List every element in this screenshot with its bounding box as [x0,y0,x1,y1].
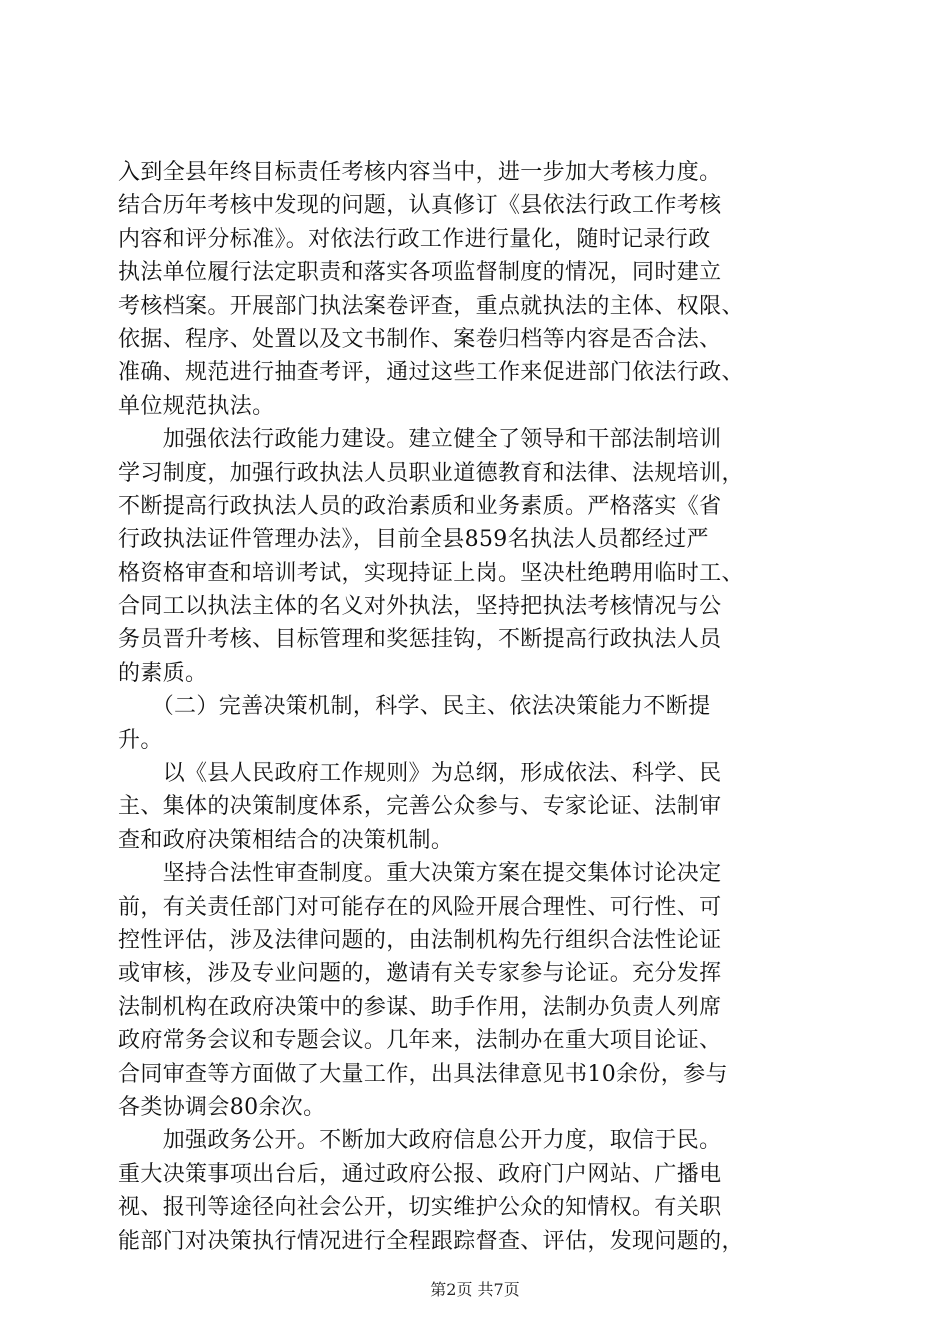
text-line: 合同审查等方面做了大量工作，出具法律意见书10余份，参与 [118,1061,728,1087]
text-line: 行政执法证件管理办法》，目前全县859名执法人员都经过严 [118,527,709,553]
text-line: 不断提高行政执法人员的政治素质和业务素质。严格落实《省 [118,493,722,519]
text-line: 以《县人民政府工作规则》为总纲，形成依法、科学、民 [118,761,722,787]
text-line: 准确、规范进行抽查考评，通过这些工作来促进部门依法行政、 [118,360,744,386]
text-line: 格资格审查和培训考试，实现持证上岗。坚决杜绝聘用临时工、 [118,560,744,586]
text-line: 升。 [118,727,163,753]
text-line: 的素质。 [118,660,208,686]
text-line: 重大决策事项出台后，通过政府公报、政府门户网站、广播电 [118,1161,722,1187]
text-line: 加强政务公开。不断加大政府信息公开力度，取信于民。 [118,1128,722,1154]
text-line: 主、集体的决策制度体系，完善公众参与、专家论证、法制审 [118,794,722,820]
text-line: 查和政府决策相结合的决策机制。 [118,827,454,853]
text-line: 或审核，涉及专业问题的，邀请有关专家参与论证。充分发挥 [118,961,722,987]
text-line: 入到全县年终目标责任考核内容当中，进一步加大考核力度。 [118,160,722,185]
text-line: 执法单位履行法定职责和落实各项监督制度的情况，同时建立 [118,260,722,286]
text-line: 法制机构在政府决策中的参谋、助手作用，法制办负责人列席 [118,994,722,1020]
text-line: 视、报刊等途径向社会公开，切实维护公众的知情权。有关职 [118,1195,722,1221]
document-body [118,156,830,1258]
page-number-footer: 第2页 共7页 [430,1280,520,1299]
text-line: 务员晋升考核、目标管理和奖惩挂钩，不断提高行政执法人员 [118,627,722,653]
text-line: 坚持合法性审查制度。重大决策方案在提交集体讨论决定 [118,861,722,887]
text-line: 单位规范执法。 [118,393,275,419]
text-line: 合同工以执法主体的名义对外执法，坚持把执法考核情况与公 [118,594,722,620]
text-line: （二）完善决策机制，科学、民主、依法决策能力不断提 [118,694,711,720]
text-line: 各类协调会80余次。 [118,1094,326,1120]
text-line: 加强依法行政能力建设。建立健全了领导和干部法制培训 [118,427,722,453]
text-line: 内容和评分标准》。对依法行政工作进行量化，随时记录行政 [118,226,711,252]
text-line: 前，有关责任部门对可能存在的风险开展合理性、可行性、可 [118,894,722,920]
text-line: 结合历年考核中发现的问题，认真修订《县依法行政工作考核 [118,193,722,219]
text-line: 学习制度，加强行政执法人员职业道德教育和法律、法规培训， [118,460,744,486]
text-line: 控性评估，涉及法律问题的，由法制机构先行组织合法性论证 [118,927,722,953]
text-line: 能部门对决策执行情况进行全程跟踪督查、评估，发现问题的， [118,1228,744,1254]
text-line: 政府常务会议和专题会议。几年来，法制办在重大项目论证、 [118,1028,722,1054]
text-line: 依据、程序、处置以及文书制作、案卷归档等内容是否合法、 [118,326,722,352]
text-line: 考核档案。开展部门执法案卷评查，重点就执法的主体、权限、 [118,293,744,319]
